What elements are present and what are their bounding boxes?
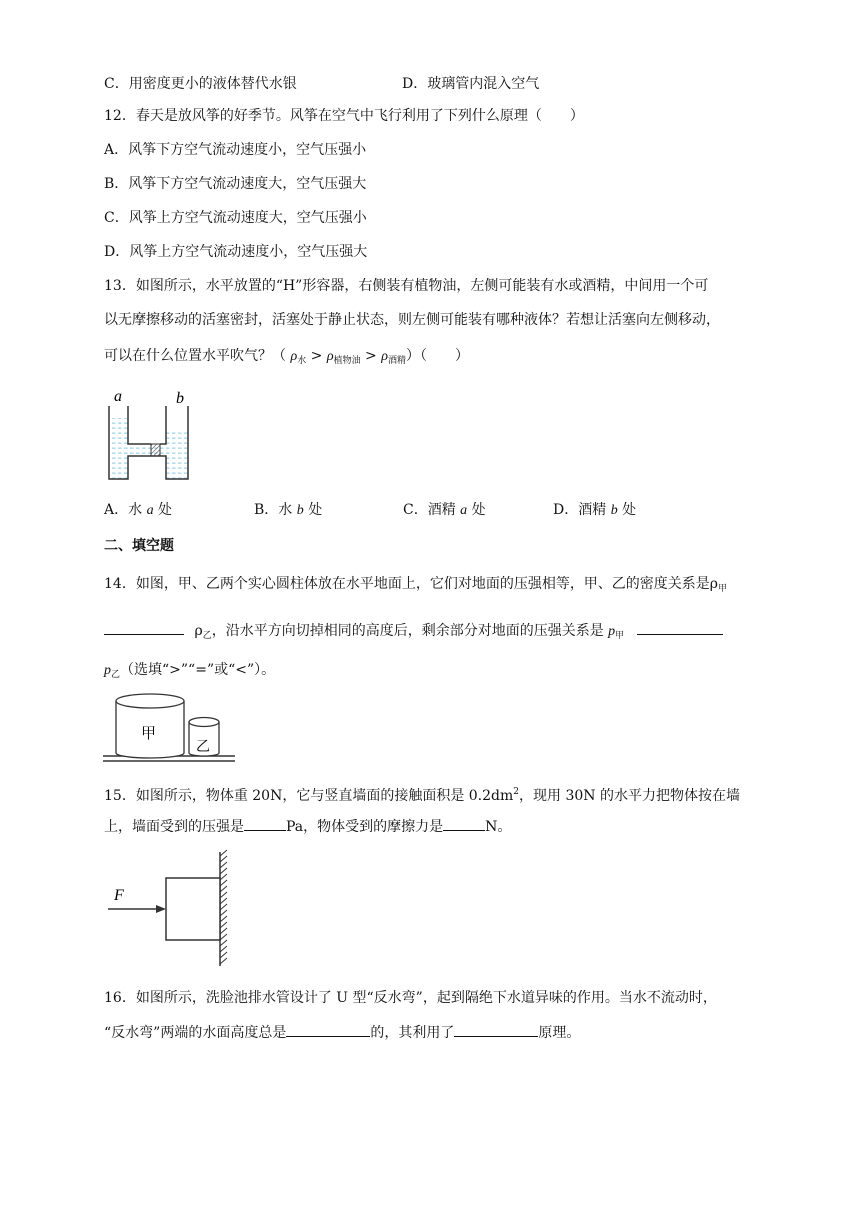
h-container-figure (100, 386, 204, 486)
q16-stem-line2: “反水弯”两端的水面高度总是 的，其利用了 原理。 (104, 1022, 580, 1043)
force-label: F (114, 887, 124, 904)
sub-yi: 乙 (202, 631, 212, 641)
q16-stem-line1: 16．如图所示，洗脸池排水管设计了 U 型“反水弯”，起到隔绝下水道异味的作用。当水不流动时， (104, 990, 717, 1006)
answer-blank[interactable] (637, 620, 723, 635)
q12-option-b: B．风筝下方空气流动速度大，空气压强大 (104, 176, 367, 192)
q12-stem: 12．春天是放风筝的好季节。风筝在空气中飞行利用了下列什么原理（ ） (104, 108, 584, 124)
sub-alcohol: 酒精 (387, 356, 406, 366)
section-title: 二、填空题 (104, 538, 174, 554)
label-a: a (114, 388, 122, 405)
q11-option-d: D．玻璃管内混入空气 (402, 76, 540, 92)
answer-blank[interactable] (286, 1022, 370, 1037)
rho-symbol: ρ (326, 349, 334, 364)
answer-blank[interactable] (244, 816, 286, 831)
answer-blank[interactable] (104, 620, 184, 635)
q13-stem-line3-end: ）（ ） (405, 348, 469, 364)
q12-option-c: C．风筝上方空气流动速度大，空气压强小 (104, 210, 367, 226)
wall-block-figure (100, 848, 240, 970)
label-b: b (176, 390, 184, 407)
q13-stem-line2: 以无摩擦移动的活塞密封，活塞处于静止状态，则左侧可能装有哪种液体？若想让活塞向左侧移动， (104, 312, 720, 328)
q13-stem-line3-text: 可以在什么位置水平吹气？（ (104, 348, 286, 364)
answer-blank[interactable] (454, 1022, 538, 1037)
q13-option-c: C．酒精 a 处 (403, 502, 486, 518)
label-jia: 甲 (141, 726, 157, 742)
rho-symbol: ρ (381, 349, 388, 364)
gt-sign: > (306, 348, 327, 364)
cylinders-figure (100, 688, 238, 764)
q15-stem-line2: 上，墙面受到的压强是 Pa，物体受到的摩擦力是 N。 (104, 816, 511, 837)
q13-option-b: B．水 b 处 (254, 502, 323, 518)
q15-stem-line1: 15．如图所示，物体重 20N，它与竖直墙面的接触面积是 $0.2dm^2$，现用 30N 的水平力把物体按在墙 (104, 787, 740, 804)
sub-jia: 甲 (718, 584, 728, 594)
label-yi: 乙 (196, 740, 210, 755)
gt-sign: > (360, 348, 382, 364)
q13-stem-line1: 13．如图所示，水平放置的“H”形容器，右侧装有植物油，左侧可能装有水或酒精，中间用一个可 (104, 278, 709, 294)
q11-option-c: C．用密度更小的液体替代水银 (104, 76, 297, 92)
q13-option-d: D．酒精 b 处 (553, 502, 637, 518)
q12-option-d: D．风筝上方空气流动速度小，空气压强大 (104, 244, 368, 260)
answer-blank[interactable] (443, 816, 485, 831)
q13-option-a: A．水 a 处 (104, 502, 173, 518)
rho-symbol: ρ (290, 349, 298, 364)
q14-stem-line1: 14．如图，甲、乙两个实心圆柱体放在水平地面上，它们对地面的压强相等，甲、乙的密度关系是$\rho_甲$ (104, 576, 728, 594)
q14-stem-line2: $\rho_乙$，沿水平方向切掉相同的高度后，剩余部分对地面的压强关系是 $p_甲$ (104, 620, 723, 646)
sub-oil: 植物油 (333, 356, 361, 366)
piston (151, 444, 160, 456)
q13-stem-line3 (104, 346, 469, 371)
sub-water: 水 (297, 356, 307, 366)
liquid-fill (109, 418, 188, 479)
q12-option-a: A．风筝下方空气流动速度小，空气压强小 (104, 142, 367, 158)
q14-stem-line3: $p_乙$（选填“>”“=”或“<”）。 (104, 662, 276, 680)
